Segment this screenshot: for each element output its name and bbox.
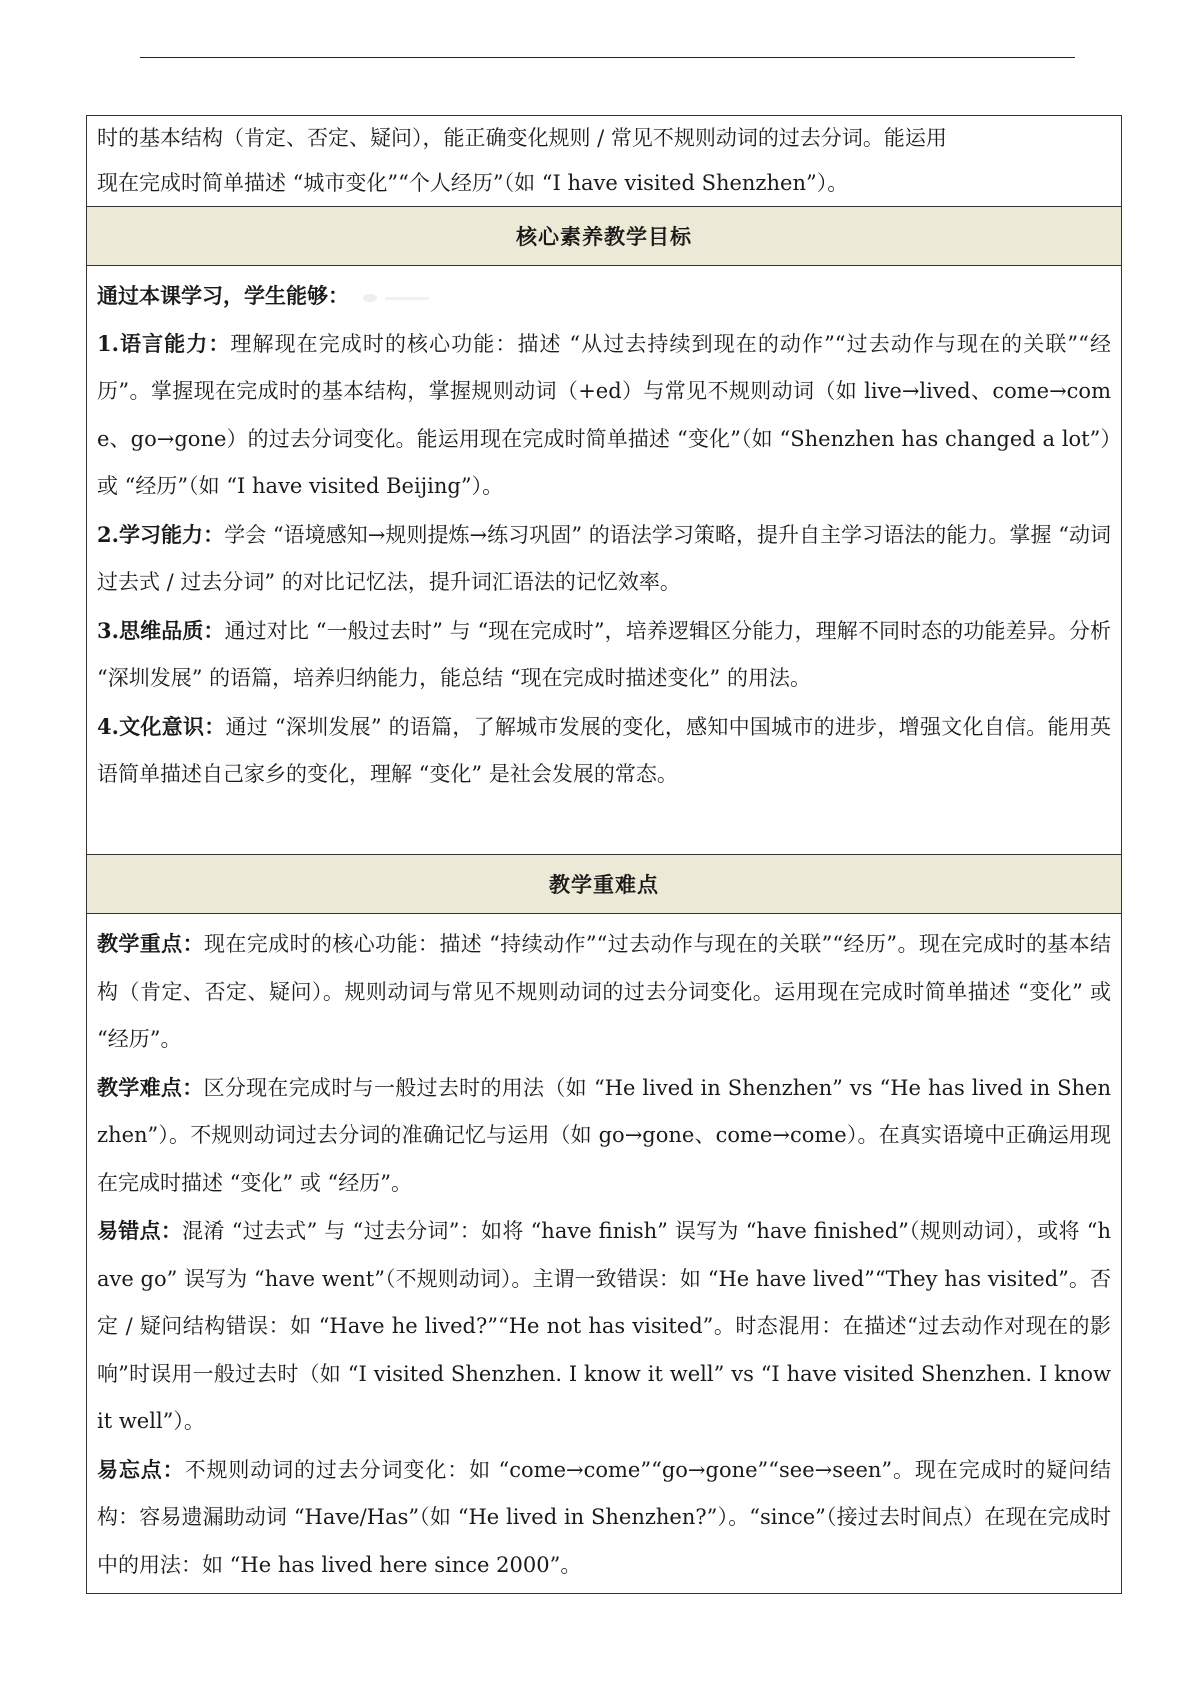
goal-label: 4.文化意识： bbox=[97, 713, 226, 739]
key-item-easily-forgotten bbox=[97, 1446, 1111, 1590]
key-item-difficulty bbox=[97, 1064, 1111, 1208]
goal-label: 1.语言能力： bbox=[97, 330, 231, 356]
key-label: 教学难点： bbox=[97, 1074, 204, 1100]
core-goals-body bbox=[87, 265, 1121, 854]
core-goals-header bbox=[87, 206, 1121, 265]
goal-item-learning bbox=[97, 511, 1111, 607]
goal-item-thinking bbox=[97, 607, 1111, 703]
goal-item-language bbox=[97, 320, 1111, 511]
key-points-header bbox=[87, 854, 1121, 913]
core-goals-intro bbox=[97, 272, 1111, 320]
goal-text: 理解现在完成时的核心功能：描述 “从过去持续到现在的动作”“过去动作与现在的关联”“经历”。掌握现在完成时的基本结构，掌握规则动词（+ed）与常见不规则动词（如 live→lived、come→come、go→gone）的过去分词变化。能运用现在完成时简单描述 “变化”（如 “Shenzhen has changed a lot”）或 “经历”（如 “I have visited Beijing”）。 bbox=[97, 331, 1111, 498]
goal-label: 2.学习能力： bbox=[97, 521, 225, 547]
lesson-plan-table bbox=[86, 115, 1122, 1594]
core-goals-intro-text: 通过本课学习，学生能够： bbox=[97, 283, 349, 308]
key-text: 现在完成时的核心功能：描述 “持续动作”“过去动作与现在的关联”“经历”。现在完成时的基本结构（肯定、否定、疑问）。规则动词与常见不规则动词的过去分词变化。运用现在完成时简单描述 “变化” 或 “经历”。 bbox=[97, 932, 1112, 1051]
key-text: 区分现在完成时与一般过去时的用法（如 “He lived in Shenzhen” vs “He has lived in Shenzhen”）。不规则动词过去分词的准确记忆与运用（如 go→gone、come→come）。在真实语境中正确运用现在完成时描述 “变化” 或 “经历”。 bbox=[97, 1075, 1111, 1195]
goal-item-culture bbox=[97, 703, 1111, 799]
key-label: 易忘点： bbox=[97, 1456, 185, 1482]
key-text: 不规则动词的过去分词变化：如 “come→come”“go→gone”“see→seen”。现在完成时的疑问结构：容易遗漏助动词 “Have/Has”（如 “He lived in Shenzhen?”）。“since”（接过去时间点）在现在完成时中的用法：如 “He has lived here since 2000”。 bbox=[97, 1457, 1112, 1577]
watermark-logo bbox=[363, 292, 433, 304]
goal-label: 3.思维品质： bbox=[97, 617, 225, 643]
continuation-line-2: 现在完成时简单描述 “城市变化”“个人经历”（如 “I have visited Shenzhen”）。 bbox=[97, 171, 849, 195]
key-points-body bbox=[87, 913, 1121, 1593]
goal-text: 通过对比 “一般过去时” 与 “现在完成时”，培养逻辑区分能力，理解不同时态的功能差异。分析 “深圳发展” 的语篇，培养归纳能力，能总结 “现在完成时描述变化” 的用法。 bbox=[97, 618, 1111, 690]
key-label: 教学重点： bbox=[97, 931, 204, 956]
key-item-focus bbox=[97, 920, 1111, 1064]
goal-text: 学会 “语境感知→规则提炼→练习巩固” 的语法学习策略，提升自主学习语法的能力。掌握 “动词过去式 / 过去分词” 的对比记忆法，提升词汇语法的记忆效率。 bbox=[97, 522, 1111, 594]
continuation-cell bbox=[87, 116, 1121, 206]
continuation-line-1: 时的基本结构（肯定、否定、疑问），能正确变化规则 / 常见不规则动词的过去分词。能运用 bbox=[97, 126, 947, 150]
key-item-common-errors bbox=[97, 1207, 1111, 1446]
page-header-rule bbox=[140, 57, 1075, 58]
key-text: 混淆 “过去式” 与 “过去分词”：如将 “have finish” 误写为 “have finished”（规则动词），或将 “have go” 误写为 “have went”（不规则动词）。主谓一致错误：如 “He have lived”“They has visited”。否定 / 疑问结构错误：如 “Have he lived?”“He not has visited”。时态混用：在描述“过去动作对现在的影响”时误用一般过去时（如 “I visited Shenzhen. I know it well” vs “I have visited Shenzhen. I know it well”）。 bbox=[97, 1219, 1111, 1433]
key-label: 易错点： bbox=[97, 1218, 183, 1243]
goal-text: 通过 “深圳发展” 的语篇，了解城市发展的变化，感知中国城市的进步，增强文化自信。能用英语简单描述自己家乡的变化，理解 “变化” 是社会发展的常态。 bbox=[97, 714, 1111, 786]
key-points-title: 教学重难点 bbox=[549, 871, 659, 897]
core-goals-title: 核心素养教学目标 bbox=[516, 223, 692, 249]
